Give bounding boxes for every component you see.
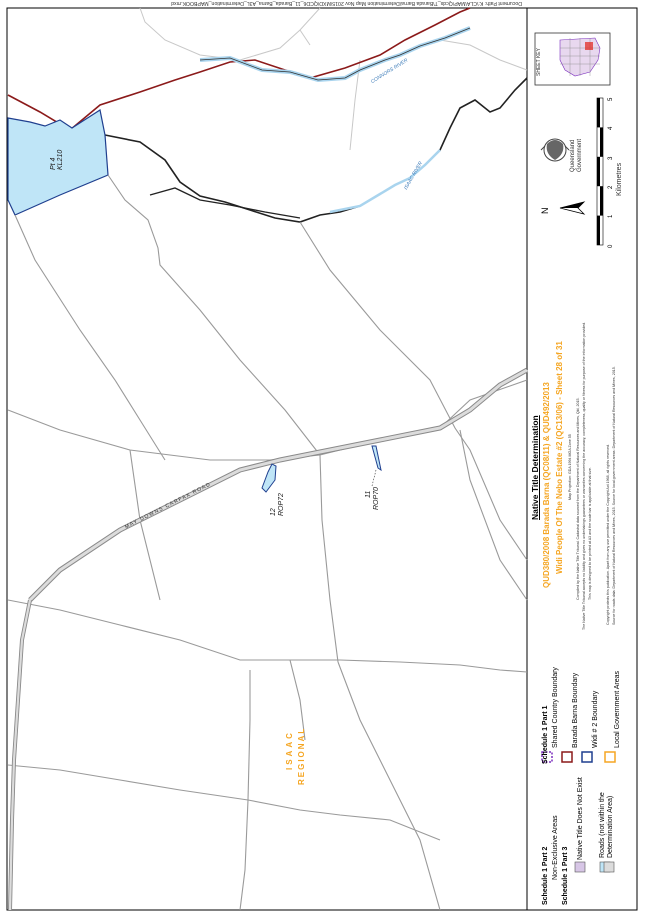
barada-barna-boundary-line [8,8,470,130]
cadastral-lines [8,175,527,910]
isaac-river-water [330,150,440,212]
scale-tick-1: 1 [608,214,614,218]
lot-12-label-plan: ROP72 [278,493,285,516]
connors-river [200,28,470,80]
scale-tick-0: 0 [608,244,614,248]
scale-tick-4: 4 [608,126,614,130]
may-downs-carfax-road-fill [30,370,527,600]
govt-sub: Government [577,138,583,172]
lot-12-label-num: 12 [270,508,277,516]
legend-nt-not-exist: Native Title Does Not Exist [577,777,584,860]
legend-bb-boundary: Barada Barna Boundary [572,672,579,748]
lot-11-leader [372,470,376,486]
connors-river-bank [200,28,470,80]
road-label: MAY DOWNS CARFAX ROAD [124,481,213,531]
connors-river-label: CONNORS RIVER [370,57,409,86]
isaac-river-boundary [105,78,527,222]
legend-non-exclusive: Non-Exclusive Areas [552,815,559,880]
fine-print-1: Compiled by the Native Title Tribunal. Cadastral data sourced from the Department of Natural Resources and Mines, Qld, 2015. [576,397,580,600]
lga-label-line2: REGIONAL [297,726,306,785]
legend-s1p3-heading: Schedule 1 Part 3 [562,846,569,905]
lot-12-rop72 [262,464,276,492]
legend-s1p1-heading: Schedule 1 Part 1 [542,705,549,764]
title-heading: Native Title Determination [530,415,540,520]
may-downs-carfax-road [30,370,527,600]
north-label: N [540,207,550,214]
legend-roads: Roads (not within the Determination Area) [599,792,614,858]
legend-s1p2-heading: Schedule 1 Part 2 [542,846,549,905]
map-projection: Map Projection: GDA 1994 MGA Zone 55 [568,434,572,500]
lot-11-rop70 [372,446,381,470]
lot-pt4-label-num: Pt 4 [50,157,57,170]
fine-print-2: The Native Title Tribunal accepts no liability and gives no undertakings guarantees or warranties concerning the accuracy, completeness, quality or fitness for purpose of the information provided. [582,321,586,630]
scale-tick-2: 2 [608,185,614,189]
isaac-river-label: ISAAC RIVER [403,160,425,191]
legend-swatch-widi-boundary [582,752,592,762]
queensland-crest-icon [541,139,569,161]
scale-bar [597,98,603,245]
sheet-key-label: SHEET KEY [536,48,542,76]
legend-swatch-lga [605,752,615,762]
lower-river-boundary [150,188,300,218]
road-west-branch [10,600,30,910]
legend-swatch-bb-boundary [562,752,572,762]
lot-pt4-label-plan: KL210 [57,149,64,170]
govt-name: Queensland [570,139,576,172]
fine-print-3: This map is designed to be printed at A3 and the scale bar is applicable at that size. [588,467,592,600]
north-arrow-icon [560,202,584,214]
legend-shared-boundary: Shared Country Boundary [552,667,559,748]
legend-widi-boundary: Widi # 2 Boundary [592,690,599,748]
title-line1: QUD380/2008 Barada Barna (QC08/11) & QUD492/2013 [542,382,551,588]
lot-11-label-plan: ROP70 [373,487,380,510]
map-area [8,8,527,910]
scale-unit: Kilometres [616,162,623,196]
scale-tick-3: 3 [608,156,614,160]
legend-swatch-nt-not-exist [575,862,585,872]
fine-print-5: Source for roads data: Department of Natural Resources and Mines, 2015. Source for local government areas: Department of Natural Resources and Mines, 2015. [612,366,616,625]
legend-swatch-roads [604,862,614,872]
fine-print-4: Copyright protects this publication. Apart from any use permitted under the Copyright Act 1968, all rights reserved. [606,444,610,625]
scale-tick-5: 5 [608,97,614,101]
document-path: Document Path: K:\CLA\MAP\Qcds_T\Barada Barna\Determination Map Nov 2015\MXD\QCD6_11_Barada_Barna_A3L_Determination_MAPBOOK.mxd [171,0,522,6]
legend-lga: Local Government Areas [614,670,621,748]
lga-label-line1: ISAAC [285,730,294,770]
lot-11-label-num: 11 [365,490,372,498]
title-line2: Widi People Of The Nebo Estate #2 (QC13/06) - Sheet 28 of 31 [555,341,564,574]
sheet-key [535,33,610,85]
